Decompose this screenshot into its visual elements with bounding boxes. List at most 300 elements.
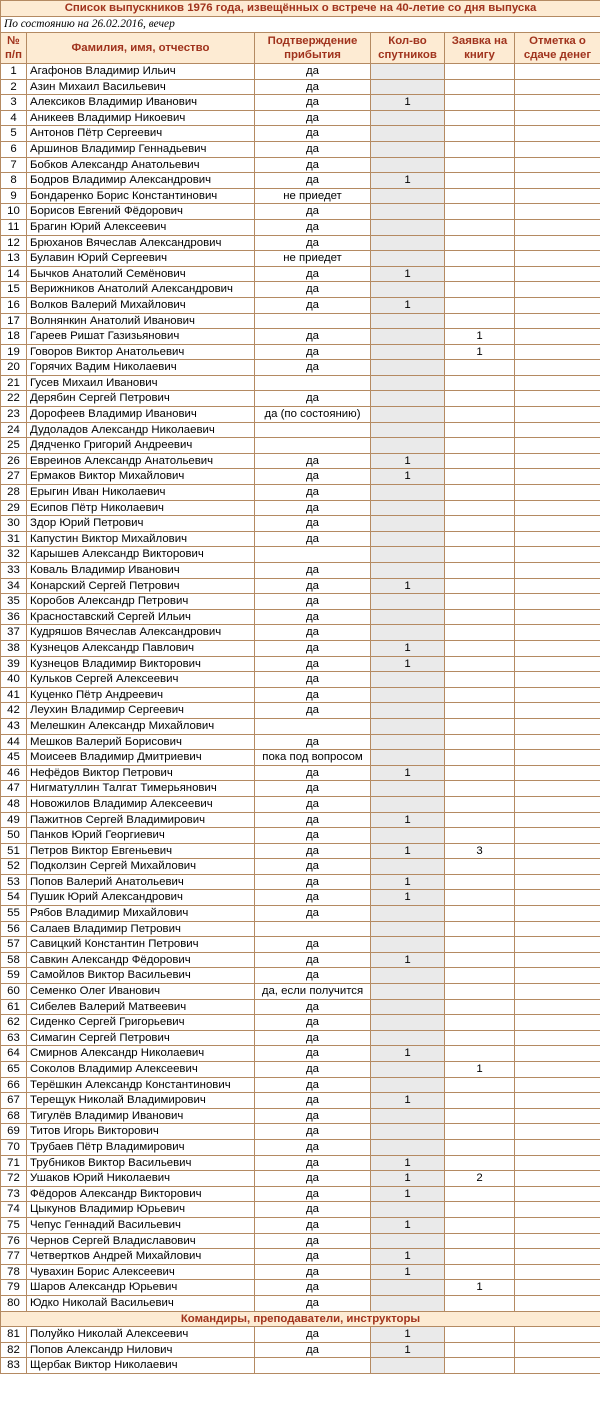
row-companions xyxy=(371,718,445,734)
table-row xyxy=(1,640,600,656)
row-confirmation: да xyxy=(255,282,371,298)
column-header-num: № п/п xyxy=(1,33,27,64)
table-row xyxy=(1,1155,600,1171)
table-row xyxy=(1,360,600,376)
table-row xyxy=(1,578,600,594)
row-number: 62 xyxy=(1,1015,27,1031)
row-payment-mark xyxy=(515,1342,600,1358)
row-number: 51 xyxy=(1,843,27,859)
row-payment-mark xyxy=(515,297,600,313)
row-book-request xyxy=(445,750,515,766)
row-payment-mark xyxy=(515,407,600,423)
row-number: 16 xyxy=(1,297,27,313)
row-book-request xyxy=(445,812,515,828)
row-companions: 1 xyxy=(371,765,445,781)
table-row xyxy=(1,1342,600,1358)
row-name: Цыкунов Владимир Юрьевич xyxy=(27,1202,255,1218)
row-name: Конарский Сергей Петрович xyxy=(27,578,255,594)
column-header-companions: Кол-во спутников xyxy=(371,33,445,64)
row-name: Борисов Евгений Фёдорович xyxy=(27,204,255,220)
row-companions xyxy=(371,984,445,1000)
row-number: 3 xyxy=(1,95,27,111)
row-name: Шаров Александр Юрьевич xyxy=(27,1280,255,1296)
table-row xyxy=(1,188,600,204)
row-number: 65 xyxy=(1,1062,27,1078)
row-companions xyxy=(371,625,445,641)
row-confirmation: да xyxy=(255,500,371,516)
row-book-request xyxy=(445,703,515,719)
row-name: Мелешкин Александр Михайлович xyxy=(27,718,255,734)
row-companions xyxy=(371,609,445,625)
row-payment-mark xyxy=(515,968,600,984)
row-book-request xyxy=(445,407,515,423)
row-book-request xyxy=(445,391,515,407)
row-companions: 1 xyxy=(371,1155,445,1171)
row-companions xyxy=(371,687,445,703)
row-book-request xyxy=(445,173,515,189)
row-name: Красноставский Сергей Ильич xyxy=(27,609,255,625)
row-number: 13 xyxy=(1,251,27,267)
row-payment-mark xyxy=(515,173,600,189)
row-companions: 1 xyxy=(371,1327,445,1343)
row-companions: 1 xyxy=(371,1186,445,1202)
row-companions xyxy=(371,1077,445,1093)
row-confirmation: да xyxy=(255,266,371,282)
table-row xyxy=(1,438,600,454)
row-number: 39 xyxy=(1,656,27,672)
row-name: Есипов Пётр Николаевич xyxy=(27,500,255,516)
row-confirmation: да xyxy=(255,687,371,703)
row-number: 7 xyxy=(1,157,27,173)
row-payment-mark xyxy=(515,937,600,953)
row-number: 37 xyxy=(1,625,27,641)
row-companions xyxy=(371,906,445,922)
row-payment-mark xyxy=(515,1155,600,1171)
row-payment-mark xyxy=(515,796,600,812)
row-name: Бобков Александр Анатольевич xyxy=(27,157,255,173)
table-row xyxy=(1,859,600,875)
row-book-request xyxy=(445,968,515,984)
row-name: Подколзин Сергей Михайлович xyxy=(27,859,255,875)
row-name: Коробов Александр Петрович xyxy=(27,594,255,610)
table-row xyxy=(1,204,600,220)
row-companions xyxy=(371,1139,445,1155)
row-book-request xyxy=(445,422,515,438)
row-companions xyxy=(371,329,445,345)
row-confirmation: да, если получится xyxy=(255,984,371,1000)
row-number: 41 xyxy=(1,687,27,703)
row-companions xyxy=(371,313,445,329)
row-companions xyxy=(371,1358,445,1374)
row-name: Здор Юрий Петрович xyxy=(27,516,255,532)
row-book-request xyxy=(445,609,515,625)
row-book-request xyxy=(445,469,515,485)
table-row xyxy=(1,1280,600,1296)
row-confirmation: да xyxy=(255,828,371,844)
row-name: Горячих Вадим Николаевич xyxy=(27,360,255,376)
row-companions: 1 xyxy=(371,874,445,890)
row-name: Аникеев Владимир Никоевич xyxy=(27,110,255,126)
row-number: 23 xyxy=(1,407,27,423)
row-number: 44 xyxy=(1,734,27,750)
table-row xyxy=(1,1327,600,1343)
row-number: 73 xyxy=(1,1186,27,1202)
row-number: 42 xyxy=(1,703,27,719)
table-row xyxy=(1,531,600,547)
row-book-request xyxy=(445,874,515,890)
row-number: 22 xyxy=(1,391,27,407)
row-payment-mark xyxy=(515,79,600,95)
title-row xyxy=(1,1,600,17)
row-companions xyxy=(371,999,445,1015)
table-row xyxy=(1,95,600,111)
row-confirmation: да xyxy=(255,1155,371,1171)
row-confirmation: да xyxy=(255,1280,371,1296)
table-row xyxy=(1,173,600,189)
row-name: Петров Виктор Евгеньевич xyxy=(27,843,255,859)
row-book-request xyxy=(445,1327,515,1343)
row-number: 20 xyxy=(1,360,27,376)
row-name: Смирнов Александр Николаевич xyxy=(27,1046,255,1062)
table-row xyxy=(1,1202,600,1218)
row-companions xyxy=(371,937,445,953)
row-name: Чепус Геннадий Васильевич xyxy=(27,1217,255,1233)
row-payment-mark xyxy=(515,672,600,688)
row-number: 68 xyxy=(1,1108,27,1124)
row-confirmation: да xyxy=(255,874,371,890)
row-payment-mark xyxy=(515,157,600,173)
row-number: 19 xyxy=(1,344,27,360)
row-payment-mark xyxy=(515,188,600,204)
row-number: 10 xyxy=(1,204,27,220)
row-payment-mark xyxy=(515,1046,600,1062)
row-name: Мешков Валерий Борисович xyxy=(27,734,255,750)
row-confirmation: да xyxy=(255,79,371,95)
row-companions xyxy=(371,828,445,844)
row-companions xyxy=(371,796,445,812)
row-confirmation: да xyxy=(255,110,371,126)
row-payment-mark xyxy=(515,266,600,282)
row-book-request xyxy=(445,157,515,173)
table-row xyxy=(1,687,600,703)
row-name: Семенко Олег Иванович xyxy=(27,984,255,1000)
row-number: 54 xyxy=(1,890,27,906)
row-confirmation: да xyxy=(255,843,371,859)
row-confirmation: да xyxy=(255,999,371,1015)
row-name: Самойлов Виктор Васильевич xyxy=(27,968,255,984)
row-payment-mark xyxy=(515,1295,600,1311)
row-number: 2 xyxy=(1,79,27,95)
table-row xyxy=(1,1062,600,1078)
row-confirmation: да xyxy=(255,157,371,173)
table-row xyxy=(1,141,600,157)
table-row xyxy=(1,890,600,906)
row-confirmation: да xyxy=(255,1046,371,1062)
row-number: 57 xyxy=(1,937,27,953)
row-number: 8 xyxy=(1,173,27,189)
row-payment-mark xyxy=(515,438,600,454)
row-name: Попов Валерий Анатольевич xyxy=(27,874,255,890)
row-confirmation: да xyxy=(255,781,371,797)
row-payment-mark xyxy=(515,765,600,781)
row-confirmation: да xyxy=(255,1108,371,1124)
row-name: Терещук Николай Владимирович xyxy=(27,1093,255,1109)
table-row xyxy=(1,266,600,282)
row-book-request xyxy=(445,656,515,672)
row-payment-mark xyxy=(515,859,600,875)
row-book-request xyxy=(445,921,515,937)
row-payment-mark xyxy=(515,828,600,844)
row-number: 74 xyxy=(1,1202,27,1218)
row-name: Четвертков Андрей Михайлович xyxy=(27,1249,255,1265)
row-companions: 1 xyxy=(371,1249,445,1265)
row-number: 67 xyxy=(1,1093,27,1109)
row-book-request xyxy=(445,1155,515,1171)
row-name: Соколов Владимир Алексеевич xyxy=(27,1062,255,1078)
row-payment-mark xyxy=(515,141,600,157)
row-number: 64 xyxy=(1,1046,27,1062)
row-number: 28 xyxy=(1,485,27,501)
row-number: 32 xyxy=(1,547,27,563)
row-book-request: 1 xyxy=(445,344,515,360)
row-number: 15 xyxy=(1,282,27,298)
table-row xyxy=(1,1046,600,1062)
row-number: 11 xyxy=(1,219,27,235)
row-companions xyxy=(371,921,445,937)
table-row xyxy=(1,750,600,766)
row-name: Куценко Пётр Андреевич xyxy=(27,687,255,703)
table-row xyxy=(1,672,600,688)
row-name: Трубников Виктор Васильевич xyxy=(27,1155,255,1171)
row-payment-mark xyxy=(515,422,600,438)
table-row xyxy=(1,796,600,812)
table-row xyxy=(1,812,600,828)
table-row xyxy=(1,157,600,173)
row-payment-mark xyxy=(515,95,600,111)
row-number: 38 xyxy=(1,640,27,656)
row-book-request: 1 xyxy=(445,1280,515,1296)
row-book-request xyxy=(445,687,515,703)
column-header-confirm: Подтверждение прибытия xyxy=(255,33,371,64)
row-payment-mark xyxy=(515,906,600,922)
row-book-request xyxy=(445,1046,515,1062)
table-row xyxy=(1,1015,600,1031)
row-number: 21 xyxy=(1,375,27,391)
table-row xyxy=(1,1093,600,1109)
row-companions: 1 xyxy=(371,95,445,111)
row-payment-mark xyxy=(515,781,600,797)
row-confirmation: да xyxy=(255,968,371,984)
table-row xyxy=(1,1358,600,1374)
row-companions xyxy=(371,859,445,875)
row-name: Моисеев Владимир Дмитриевич xyxy=(27,750,255,766)
row-book-request xyxy=(445,1015,515,1031)
row-payment-mark xyxy=(515,1264,600,1280)
section-title: Командиры, преподаватели, инструкторы xyxy=(1,1311,600,1327)
row-payment-mark xyxy=(515,1186,600,1202)
row-number: 35 xyxy=(1,594,27,610)
row-confirmation: да xyxy=(255,609,371,625)
row-book-request xyxy=(445,578,515,594)
row-book-request xyxy=(445,1139,515,1155)
row-number: 40 xyxy=(1,672,27,688)
row-payment-mark xyxy=(515,1217,600,1233)
table-row xyxy=(1,1124,600,1140)
row-number: 30 xyxy=(1,516,27,532)
row-companions xyxy=(371,219,445,235)
row-confirmation: да xyxy=(255,594,371,610)
row-payment-mark xyxy=(515,282,600,298)
table-row xyxy=(1,313,600,329)
row-payment-mark xyxy=(515,64,600,80)
row-name: Ушаков Юрий Николаевич xyxy=(27,1171,255,1187)
row-payment-mark xyxy=(515,1015,600,1031)
row-payment-mark xyxy=(515,516,600,532)
row-companions xyxy=(371,204,445,220)
row-confirmation: да xyxy=(255,141,371,157)
row-number: 33 xyxy=(1,563,27,579)
row-book-request xyxy=(445,1358,515,1374)
row-confirmation xyxy=(255,547,371,563)
table-row xyxy=(1,79,600,95)
row-confirmation: да xyxy=(255,859,371,875)
row-payment-mark xyxy=(515,469,600,485)
table-row xyxy=(1,1295,600,1311)
row-name: Говоров Виктор Анатольевич xyxy=(27,344,255,360)
row-confirmation: пока под вопросом xyxy=(255,750,371,766)
row-companions xyxy=(371,141,445,157)
row-companions: 1 xyxy=(371,1093,445,1109)
row-book-request: 1 xyxy=(445,1062,515,1078)
row-book-request xyxy=(445,796,515,812)
row-payment-mark xyxy=(515,1249,600,1265)
row-payment-mark xyxy=(515,547,600,563)
row-name: Фёдоров Александр Викторович xyxy=(27,1186,255,1202)
row-companions xyxy=(371,110,445,126)
row-payment-mark xyxy=(515,921,600,937)
table-row xyxy=(1,874,600,890)
row-book-request xyxy=(445,1342,515,1358)
table-row xyxy=(1,219,600,235)
row-name: Кузнецов Владимир Викторович xyxy=(27,656,255,672)
section-row xyxy=(1,1311,600,1327)
row-name: Трубаев Пётр Владимирович xyxy=(27,1139,255,1155)
table-row xyxy=(1,1186,600,1202)
row-name: Капустин Виктор Михайлович xyxy=(27,531,255,547)
row-name: Коваль Владимир Иванович xyxy=(27,563,255,579)
row-confirmation: да xyxy=(255,1139,371,1155)
row-payment-mark xyxy=(515,344,600,360)
row-companions: 1 xyxy=(371,266,445,282)
row-companions xyxy=(371,1202,445,1218)
row-companions: 1 xyxy=(371,1342,445,1358)
row-book-request xyxy=(445,1249,515,1265)
row-book-request xyxy=(445,999,515,1015)
row-companions xyxy=(371,1124,445,1140)
row-book-request xyxy=(445,1233,515,1249)
row-number: 82 xyxy=(1,1342,27,1358)
row-name: Дерябин Сергей Петрович xyxy=(27,391,255,407)
table-row xyxy=(1,547,600,563)
row-number: 58 xyxy=(1,952,27,968)
row-book-request xyxy=(445,485,515,501)
row-number: 4 xyxy=(1,110,27,126)
row-payment-mark xyxy=(515,391,600,407)
row-payment-mark xyxy=(515,703,600,719)
row-payment-mark xyxy=(515,360,600,376)
row-name: Волков Валерий Михайлович xyxy=(27,297,255,313)
row-name: Савицкий Константин Петрович xyxy=(27,937,255,953)
row-companions xyxy=(371,1108,445,1124)
table-row xyxy=(1,422,600,438)
row-book-request: 1 xyxy=(445,329,515,345)
row-number: 36 xyxy=(1,609,27,625)
row-name: Азин Михаил Васильевич xyxy=(27,79,255,95)
table-row xyxy=(1,126,600,142)
row-confirmation xyxy=(255,438,371,454)
row-book-request xyxy=(445,1030,515,1046)
row-book-request xyxy=(445,297,515,313)
row-companions xyxy=(371,344,445,360)
row-name: Рябов Владимир Михайлович xyxy=(27,906,255,922)
row-book-request xyxy=(445,500,515,516)
table-row xyxy=(1,407,600,423)
row-confirmation xyxy=(255,1358,371,1374)
row-book-request xyxy=(445,188,515,204)
row-confirmation: да xyxy=(255,235,371,251)
row-book-request xyxy=(445,1108,515,1124)
table-row xyxy=(1,609,600,625)
row-number: 49 xyxy=(1,812,27,828)
row-book-request xyxy=(445,1186,515,1202)
row-companions xyxy=(371,750,445,766)
row-number: 70 xyxy=(1,1139,27,1155)
row-book-request xyxy=(445,640,515,656)
row-number: 76 xyxy=(1,1233,27,1249)
table-row xyxy=(1,656,600,672)
row-payment-mark xyxy=(515,578,600,594)
row-number: 50 xyxy=(1,828,27,844)
row-companions xyxy=(371,391,445,407)
row-companions xyxy=(371,547,445,563)
row-payment-mark xyxy=(515,999,600,1015)
row-number: 12 xyxy=(1,235,27,251)
column-header-name: Фамилия, имя, отчество xyxy=(27,33,255,64)
row-book-request xyxy=(445,984,515,1000)
row-payment-mark xyxy=(515,594,600,610)
table-row xyxy=(1,375,600,391)
row-confirmation: да xyxy=(255,1264,371,1280)
row-book-request xyxy=(445,594,515,610)
row-confirmation: да xyxy=(255,937,371,953)
row-book-request xyxy=(445,906,515,922)
row-companions xyxy=(371,968,445,984)
row-payment-mark xyxy=(515,1030,600,1046)
row-book-request xyxy=(445,1093,515,1109)
table-row xyxy=(1,781,600,797)
row-name: Пушик Юрий Александрович xyxy=(27,890,255,906)
row-number: 1 xyxy=(1,64,27,80)
row-book-request xyxy=(445,438,515,454)
row-payment-mark xyxy=(515,1171,600,1187)
row-payment-mark xyxy=(515,1077,600,1093)
row-companions xyxy=(371,251,445,267)
table-row xyxy=(1,921,600,937)
row-confirmation: да xyxy=(255,1217,371,1233)
row-payment-mark xyxy=(515,1202,600,1218)
column-header-payment: Отметка о сдаче денег xyxy=(515,33,600,64)
row-number: 46 xyxy=(1,765,27,781)
